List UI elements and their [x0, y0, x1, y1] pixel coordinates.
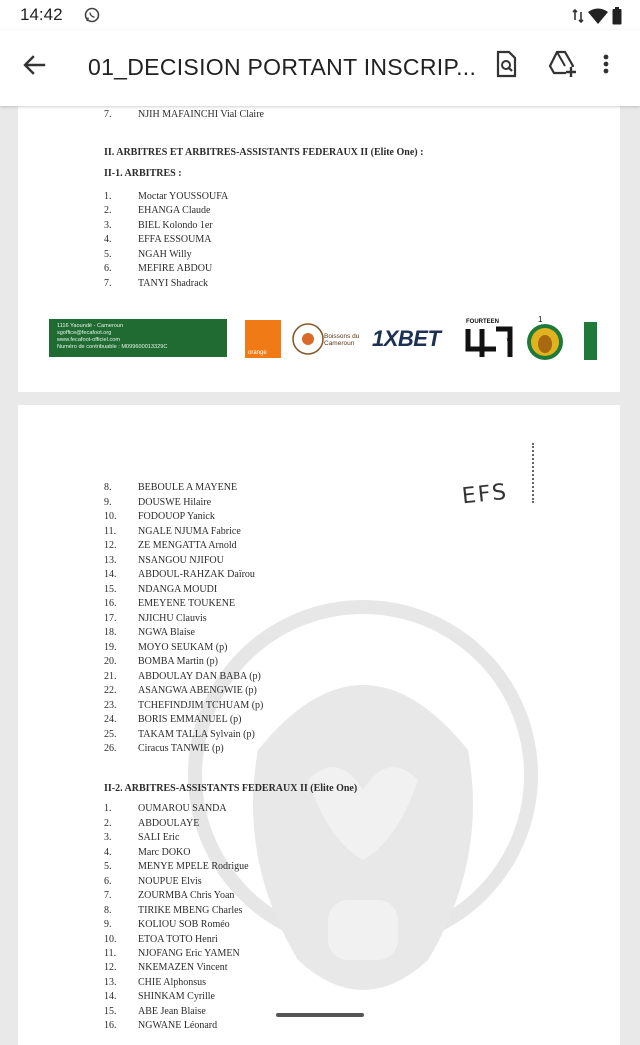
- list-number: 14.: [104, 569, 117, 580]
- list-name: MEFIRE ABDOU: [138, 263, 213, 274]
- list-name: ABE Jean Blaise: [138, 1006, 206, 1017]
- email-text: sgoffice@fecafoot.org: [57, 330, 112, 336]
- list-name: NDANGA MOUDI: [138, 584, 218, 595]
- list-number: 5.: [104, 861, 112, 872]
- list-number: 4.: [104, 847, 112, 858]
- list-name: FODOUOP Yanick: [138, 511, 215, 522]
- list-name: ETOA TOTO Henri: [138, 934, 218, 945]
- list-number: 26.: [104, 743, 117, 754]
- list-number: 7.: [104, 278, 112, 289]
- list-name: NSANGOU NJIFOU: [138, 555, 224, 566]
- list-number: 25.: [104, 729, 117, 740]
- list-number: 15.: [104, 1006, 117, 1017]
- list-name: BOMBA Martin (p): [138, 656, 218, 667]
- list-name: SHINKAM Cyrille: [138, 991, 215, 1002]
- list-name: Moctar YOUSSOUFA: [138, 191, 229, 202]
- list-name: BORIS EMMANUEL (p): [138, 714, 242, 725]
- wifi-icon: [588, 8, 608, 29]
- list-name: NJICHU Clauvis: [138, 613, 207, 624]
- list-number: 9.: [104, 497, 112, 508]
- green-flag-stripe: [584, 322, 597, 360]
- boissons-logo-text: Boissons du Cameroun: [324, 333, 360, 347]
- list-name: ABDOULAY DAN BABA (p): [138, 671, 261, 682]
- list-name: ABDOUL-RAHZAK Daïrou: [138, 569, 255, 580]
- list-name: ZE MENGATTA Arnold: [138, 540, 237, 551]
- contributor-number: Numéro de contribuable : M099600013329C: [57, 344, 168, 350]
- list-name: BEBOULE A MAYENE: [138, 482, 238, 493]
- list-number: 21.: [104, 671, 117, 682]
- federation-contact-box: [49, 319, 227, 357]
- subsection-title: II-1. ARBITRES :: [104, 168, 182, 179]
- list-name: TAKAM TALLA Sylvain (p): [138, 729, 255, 740]
- list-number: 11.: [104, 526, 117, 537]
- list-name: ABDOULAYE: [138, 818, 200, 829]
- margin-mark: [532, 443, 534, 503]
- list-name: NKEMAZEN Vincent: [138, 962, 228, 973]
- orange-logo-text: orange: [248, 350, 267, 356]
- 1xbet-logo: 1XBET: [372, 326, 441, 351]
- list-name: TANYI Shadrack: [138, 278, 209, 289]
- list-name: NGAH Willy: [138, 249, 192, 260]
- list-name: BIEL Kolondo 1er: [138, 220, 213, 231]
- list-name: NGWA Blaise: [138, 627, 195, 638]
- list-number: 17.: [104, 613, 117, 624]
- list-name: ZOURMBA Chris Yoan: [138, 890, 235, 901]
- pdf-page[interactable]: [18, 405, 620, 1045]
- list-number: 1.: [104, 803, 112, 814]
- lion-watermark: [188, 600, 538, 1040]
- list-number: 2.: [104, 205, 112, 216]
- orange-logo: [245, 320, 281, 358]
- list-number: 9.: [104, 919, 112, 930]
- list-name: NGALE NJUMA Fabrice: [138, 526, 241, 537]
- fourteen-logo-text: FOURTEEN: [466, 319, 499, 325]
- subsection-title: II-2. ARBITRES-ASSISTANTS FEDERAUX II (Elite One): [104, 783, 358, 794]
- app-bar: [0, 30, 640, 106]
- status-time: 14:42: [20, 5, 63, 24]
- back-arrow-icon[interactable]: [20, 50, 50, 80]
- list-number: 1.: [104, 191, 112, 202]
- list-number: 7.: [104, 890, 112, 901]
- list-name: NJIH MAFAINCHI Vial Claire: [138, 109, 264, 120]
- list-name: DOUSWE Hilaire: [138, 497, 212, 508]
- list-name: KOLIOU SOB Roméo: [138, 919, 230, 930]
- list-number: 3.: [104, 220, 112, 231]
- list-number: 16.: [104, 598, 117, 609]
- fourteen-logo: [466, 319, 516, 359]
- list-name: ASANGWA ABENGWIE (p): [138, 685, 257, 696]
- list-number: 7.: [104, 109, 112, 120]
- list-number: 10.: [104, 934, 117, 945]
- whatsapp-notification-icon: [84, 7, 100, 28]
- data-arrows-icon: [572, 8, 584, 29]
- list-number: 13.: [104, 977, 117, 988]
- list-name: MOYO SEUKAM (p): [138, 642, 228, 653]
- list-name: EHANGA Claude: [138, 205, 211, 216]
- list-name: EMEYENE TOUKENE: [138, 598, 236, 609]
- list-number: 11.: [104, 948, 117, 959]
- list-name: CHIE Alphonsus: [138, 977, 207, 988]
- list-number: 20.: [104, 656, 117, 667]
- document-title: 01_DECISION PORTANT INSCRIP...: [88, 54, 477, 80]
- list-name: EFFA ESSOUMA: [138, 234, 212, 245]
- list-name: MENYE MPELE Rodrigue: [138, 861, 249, 872]
- list-number: 8.: [104, 482, 112, 493]
- list-number: 15.: [104, 584, 117, 595]
- list-name: NGWANE Léonard: [138, 1020, 218, 1031]
- more-vert-icon[interactable]: [598, 48, 614, 80]
- list-number: 6.: [104, 263, 112, 274]
- list-number: 18.: [104, 627, 117, 638]
- list-name: TIRIKE MBENG Charles: [138, 905, 243, 916]
- fecafoot-lion-logo: [526, 315, 566, 361]
- list-name: NJOFANG Eric YAMEN: [138, 948, 240, 959]
- list-number: 12.: [104, 540, 117, 551]
- list-number: 24.: [104, 714, 117, 725]
- list-number: 4.: [104, 234, 112, 245]
- list-number: 3.: [104, 832, 112, 843]
- battery-icon: [612, 7, 622, 30]
- search-in-document-icon[interactable]: [490, 48, 522, 80]
- list-number: 16.: [104, 1020, 117, 1031]
- list-name: TCHEFINDJIM TCHUAM (p): [138, 700, 264, 711]
- add-to-drive-icon[interactable]: [546, 48, 578, 80]
- status-bar: [0, 0, 640, 30]
- boissons-logo: [291, 322, 361, 356]
- list-number: 8.: [104, 905, 112, 916]
- section-title: II. ARBITRES ET ARBITRES-ASSISTANTS FEDERAUX II (Elite One) :: [104, 147, 424, 158]
- pdf-page[interactable]: [18, 100, 620, 392]
- list-number: 2.: [104, 818, 112, 829]
- website-text: www.fecafoot-officiel.com: [57, 337, 121, 343]
- list-number: 13.: [104, 555, 117, 566]
- list-number: 12.: [104, 962, 117, 973]
- list-number: 10.: [104, 511, 117, 522]
- gesture-nav-bar[interactable]: [276, 1013, 364, 1017]
- list-number: 14.: [104, 991, 117, 1002]
- fourteen-tm: TM: [506, 337, 512, 342]
- handwritten-initials: EFS: [460, 479, 510, 510]
- list-number: 23.: [104, 700, 117, 711]
- address-text: 1116 Yaoundé - Cameroun: [57, 323, 124, 329]
- list-name: SALI Eric: [138, 832, 180, 843]
- star-count: 1: [538, 315, 543, 324]
- list-number: 6.: [104, 876, 112, 887]
- list-number: 5.: [104, 249, 112, 260]
- list-name: Marc DOKO: [138, 847, 191, 858]
- list-name: NOUPUE Elvis: [138, 876, 202, 887]
- list-name: Ciracus TANWIE (p): [138, 743, 224, 754]
- list-number: 22.: [104, 685, 117, 696]
- list-number: 19.: [104, 642, 117, 653]
- list-name: OUMAROU SANDA: [138, 803, 227, 814]
